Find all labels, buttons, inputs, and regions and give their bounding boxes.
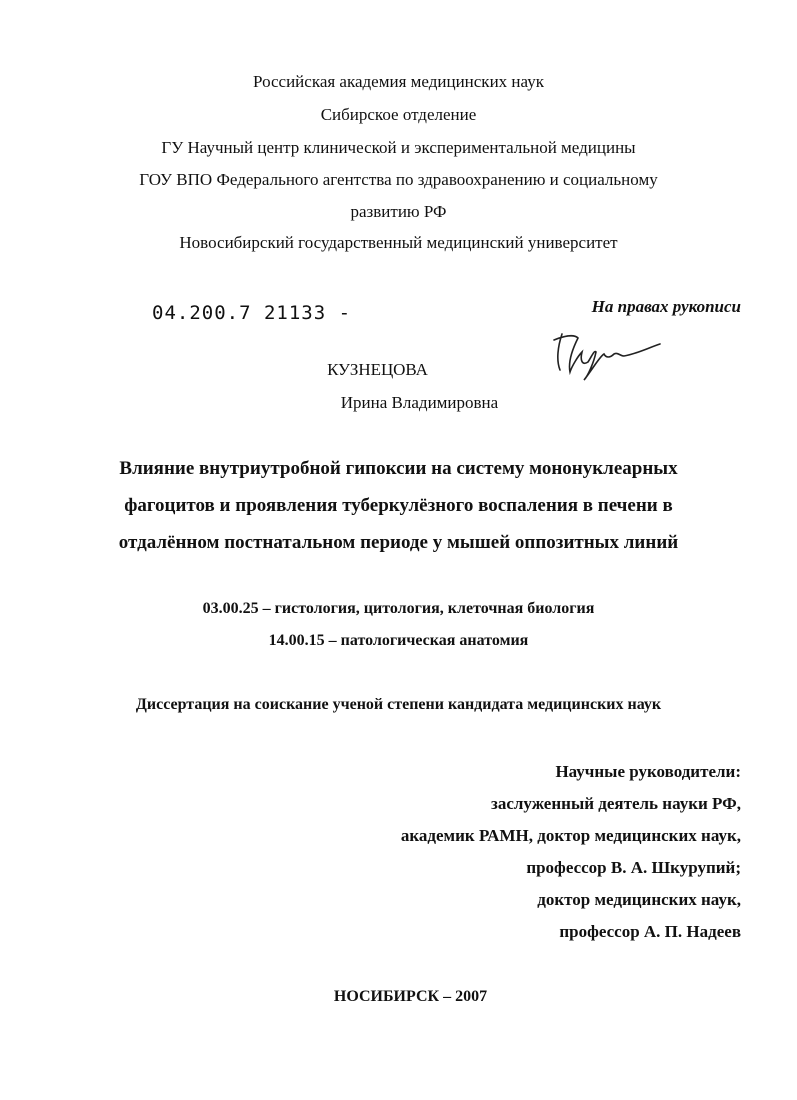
supervisor-line-5: профессор А. П. Надеев [559,922,741,941]
institution-line-3: ГУ Научный центр клинической и экспериментальной медицины [161,138,636,157]
specialty-line-2: 14.00.15 – патологическая анатомия [268,632,529,649]
supervisor-line-4: доктор медицинских наук, [537,890,741,909]
author-name: Ирина Владимировна [340,393,499,412]
dissertation-title-line-2: фагоцитов и проявления туберкулёзного воспаления в печени в [124,495,673,516]
city-year: НОСИБИРСК – 2007 [333,988,488,1005]
institution-line-6: Новосибирский государственный медицинский университет [179,233,618,252]
supervisor-line-1: заслуженный деятель науки РФ, [491,794,741,813]
author-surname: КУЗНЕЦОВА [327,360,428,379]
registration-stamp: 04.200.7 21133 - [152,302,352,324]
supervisor-line-3: профессор В. А. Шкурупий; [526,858,741,877]
rights-note: На правах рукописи [591,297,741,316]
institution-line-4: ГОУ ВПО Федерального агентства по здравоохранению и социальному [139,170,658,189]
specialty-line-1: 03.00.25 – гистология, цитология, клеточная биология [202,600,595,617]
supervisors-heading: Научные руководители: [555,762,741,781]
institution-line-5: развитию РФ [350,202,447,221]
institution-line-2: Сибирское отделение [320,105,477,124]
institution-line-1: Российская академия медицинских наук [253,72,544,91]
degree-line: Диссертация на соискание ученой степени кандидата медицинских наук [135,696,662,713]
dissertation-title-line-1: Влияние внутриутробной гипоксии на систему мононуклеарных [119,458,678,479]
supervisor-line-2: академик РАМН, доктор медицинских наук, [400,826,741,845]
dissertation-title-line-3: отдалённом постнатальном периоде у мышей оппозитных линий [118,532,679,553]
